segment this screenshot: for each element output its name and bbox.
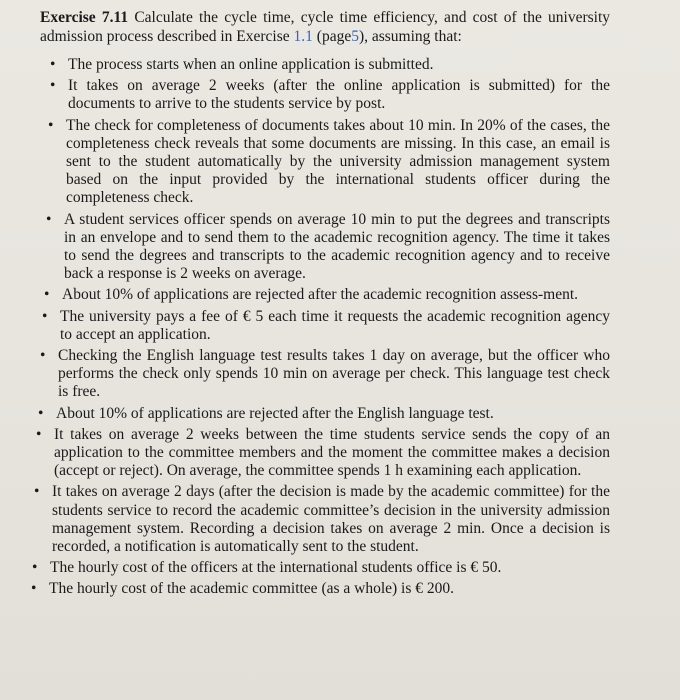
assumption-list xyxy=(31,56,610,599)
assumption-text: The hourly cost of the officers at the international students office is € 50. xyxy=(50,559,502,577)
assumption-item xyxy=(28,559,610,577)
assumption-item xyxy=(36,347,610,402)
assumption-item xyxy=(42,211,610,284)
assumption-text: It takes on average 2 weeks between the time students service sends the copy of an application to the committee members and the moment the committee makes a decision (accept or reject). On average, the committee spends 1 h examining each application. xyxy=(54,425,610,480)
bullet-icon: • xyxy=(38,404,44,422)
bullet-icon: • xyxy=(48,116,54,134)
exercise-block xyxy=(31,8,611,602)
page-reference-link[interactable]: 5 xyxy=(351,28,359,45)
assumption-text: The process starts when an online application is submitted. xyxy=(68,56,434,73)
exercise-prompt: Calculate the cycle time, cycle time efficiency, and cost of the university admission process described in Exercise xyxy=(40,9,611,45)
bullet-icon: • xyxy=(46,210,52,228)
assumption-item xyxy=(27,580,610,598)
assumption-text: The university pays a fee of € 5 each time it requests the academic recognition agency to accept an application. xyxy=(60,307,610,343)
assumption-text: The hourly cost of the academic committee (as a whole) is € 200. xyxy=(49,580,455,598)
exercise-prompt-tail: ), assuming that: xyxy=(358,28,462,45)
bullet-icon: • xyxy=(34,483,40,501)
bullet-icon: • xyxy=(42,307,48,325)
assumption-text: About 10% of applications are rejected after the English language test. xyxy=(56,404,494,422)
assumption-item xyxy=(44,117,610,208)
assumption-item xyxy=(40,286,610,304)
bullet-icon: • xyxy=(36,425,42,443)
bullet-icon: • xyxy=(31,580,37,598)
assumption-text: The check for completeness of documents takes about 10 min. In 20% of the cases, the completeness check reveals that some documents are missing. In this case, an email is sent to the student automatically by the university admission management system based on the input provided by the international students officer during the completeness check. xyxy=(66,116,610,207)
exercise-intro xyxy=(40,8,610,46)
assumption-item xyxy=(34,405,610,423)
bullet-icon: • xyxy=(40,347,46,365)
assumption-text: A student services officer spends on average 10 min to put the degrees and transcripts in an envelope and to send them to the academic recognition agency. The time it takes to send the degrees and transcripts to the academic recognition agency and to receive back a response is 2 weeks on average. xyxy=(64,210,610,283)
bullet-icon: • xyxy=(44,286,50,304)
bullet-icon: • xyxy=(32,559,38,577)
assumption-item xyxy=(38,308,610,344)
assumption-item xyxy=(46,56,610,74)
exercise-reference-link[interactable]: 1.1 xyxy=(293,28,313,45)
assumption-text: It takes on average 2 days (after the decision is made by the academic committee) for the students service to record the academic committee’s decision in the university admission management system. Recording a decision takes on average 2 min. Once a decision is recorded, a notification is automatically sent to the student. xyxy=(52,483,610,556)
bullet-icon: • xyxy=(50,77,56,95)
assumption-text: About 10% of applications are rejected after the academic recognition assess-ment. xyxy=(62,286,579,304)
page-ref-prefix: (page xyxy=(316,28,352,45)
assumption-item xyxy=(32,426,610,481)
assumption-text: Checking the English language test results takes 1 day on average, but the officer who performs the check only spends 10 min on average per check. This language test check is free. xyxy=(58,347,610,401)
exercise-label: Exercise 7.11 xyxy=(40,9,129,26)
assumption-item xyxy=(30,483,610,556)
bullet-icon: • xyxy=(50,56,56,73)
assumption-text: It takes on average 2 weeks (after the online application is submitted) for the documents to arrive to the students service by post. xyxy=(68,77,610,113)
assumption-item xyxy=(46,77,610,113)
